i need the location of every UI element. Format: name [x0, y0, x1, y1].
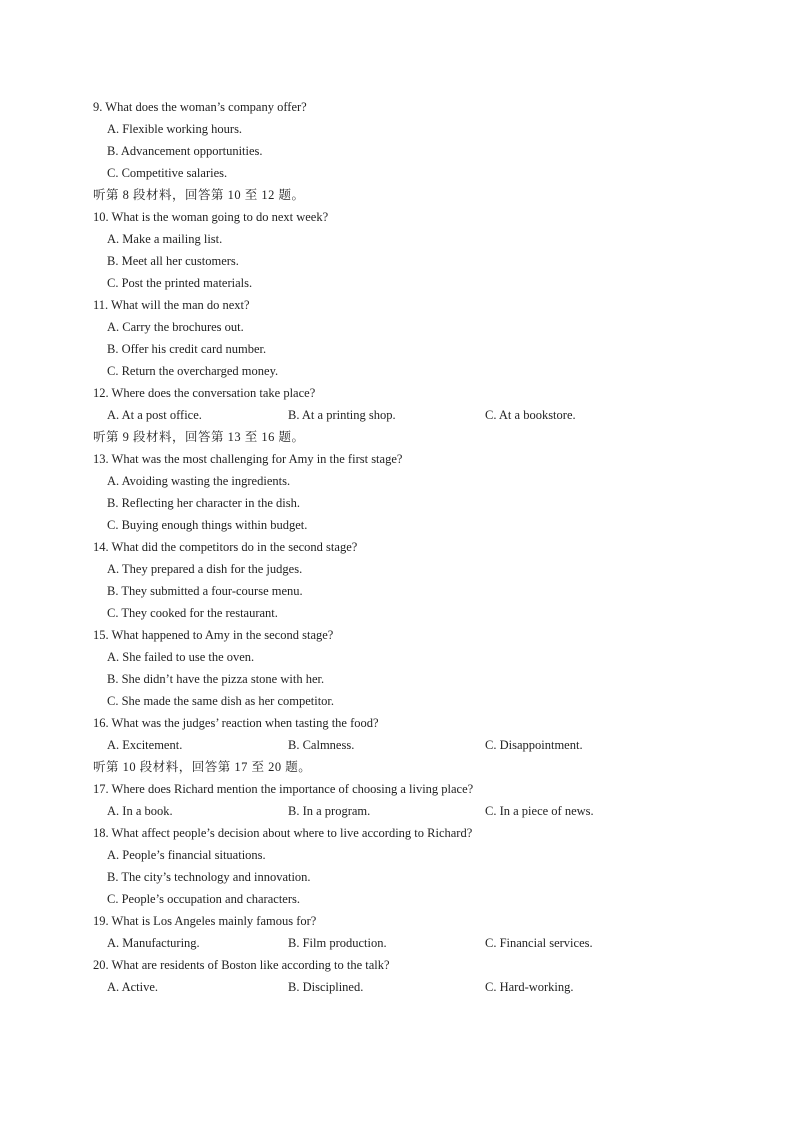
answer-option: A. Manufacturing.	[107, 936, 200, 950]
answer-option: C. At a bookstore.	[485, 408, 576, 422]
answer-option: B. Calmness.	[288, 738, 355, 752]
answer-option: B. They submitted a four-course menu.	[107, 584, 303, 598]
answer-option: C. She made the same dish as her competitor.	[107, 694, 335, 708]
question: 15. What happened to Amy in the second stage?	[93, 628, 334, 642]
answer-option: A. People’s financial situations.	[107, 848, 266, 862]
answer-option: B. Meet all her customers.	[107, 254, 239, 268]
section-instruction: 听第 10 段材料，回答第 17 至 20 题。	[93, 760, 312, 774]
answer-option: A. She failed to use the oven.	[107, 650, 255, 664]
answer-option: C. In a piece of news.	[485, 804, 594, 818]
question: 19. What is Los Angeles mainly famous for?	[93, 914, 317, 928]
answer-option: A. Active.	[107, 980, 159, 994]
answer-option: C. Financial services.	[485, 936, 593, 950]
answer-option: A. They prepared a dish for the judges.	[107, 562, 303, 576]
section-instruction: 听第 8 段材料，回答第 10 至 12 题。	[93, 188, 305, 202]
answer-option: C. Post the printed materials.	[107, 276, 253, 290]
question: 10. What is the woman going to do next week?	[93, 210, 329, 224]
exam-page	[93, 96, 733, 998]
answer-option: B. Film production.	[288, 936, 387, 950]
question: 14. What did the competitors do in the second stage?	[93, 540, 358, 554]
answer-option: C. Competitive salaries.	[107, 166, 228, 180]
answer-option: A. Flexible working hours.	[107, 122, 243, 136]
answer-option: A. Excitement.	[107, 738, 183, 752]
answer-option: C. Disappointment.	[485, 738, 583, 752]
answer-option: B. Advancement opportunities.	[107, 144, 263, 158]
answer-option: B. Offer his credit card number.	[107, 342, 267, 356]
answer-option: C. People’s occupation and characters.	[107, 892, 300, 906]
question: 13. What was the most challenging for Amy in the first stage?	[93, 452, 403, 466]
question: 12. Where does the conversation take place?	[93, 386, 316, 400]
answer-option: A. In a book.	[107, 804, 173, 818]
question: 18. What affect people’s decision about where to live according to Richard?	[93, 826, 473, 840]
answer-option: B. Disciplined.	[288, 980, 364, 994]
answer-option: B. The city’s technology and innovation.	[107, 870, 311, 884]
question: 16. What was the judges’ reaction when tasting the food?	[93, 716, 379, 730]
answer-option: B. Reflecting her character in the dish.	[107, 496, 300, 510]
answer-options-row	[93, 976, 733, 998]
question: 17. Where does Richard mention the importance of choosing a living place?	[93, 782, 474, 796]
answer-option: B. At a printing shop.	[288, 408, 396, 422]
answer-option: C. They cooked for the restaurant.	[107, 606, 278, 620]
question: 11. What will the man do next?	[93, 298, 250, 312]
answer-options-row	[93, 404, 733, 426]
answer-options-row	[93, 932, 733, 954]
answer-option: A. At a post office.	[107, 408, 202, 422]
answer-option: B. She didn’t have the pizza stone with her.	[107, 672, 325, 686]
answer-option: C. Hard-working.	[485, 980, 574, 994]
answer-option: B. In a program.	[288, 804, 371, 818]
answer-option: A. Carry the brochures out.	[107, 320, 244, 334]
answer-option: C. Buying enough things within budget.	[107, 518, 308, 532]
answer-option: C. Return the overcharged money.	[107, 364, 279, 378]
answer-options-row	[93, 734, 733, 756]
section-instruction: 听第 9 段材料，回答第 13 至 16 题。	[93, 430, 305, 444]
answer-options-row	[93, 800, 733, 822]
question: 9. What does the woman’s company offer?	[93, 100, 307, 114]
answer-option: A. Avoiding wasting the ingredients.	[107, 474, 291, 488]
answer-option: A. Make a mailing list.	[107, 232, 223, 246]
question: 20. What are residents of Boston like according to the talk?	[93, 958, 390, 972]
